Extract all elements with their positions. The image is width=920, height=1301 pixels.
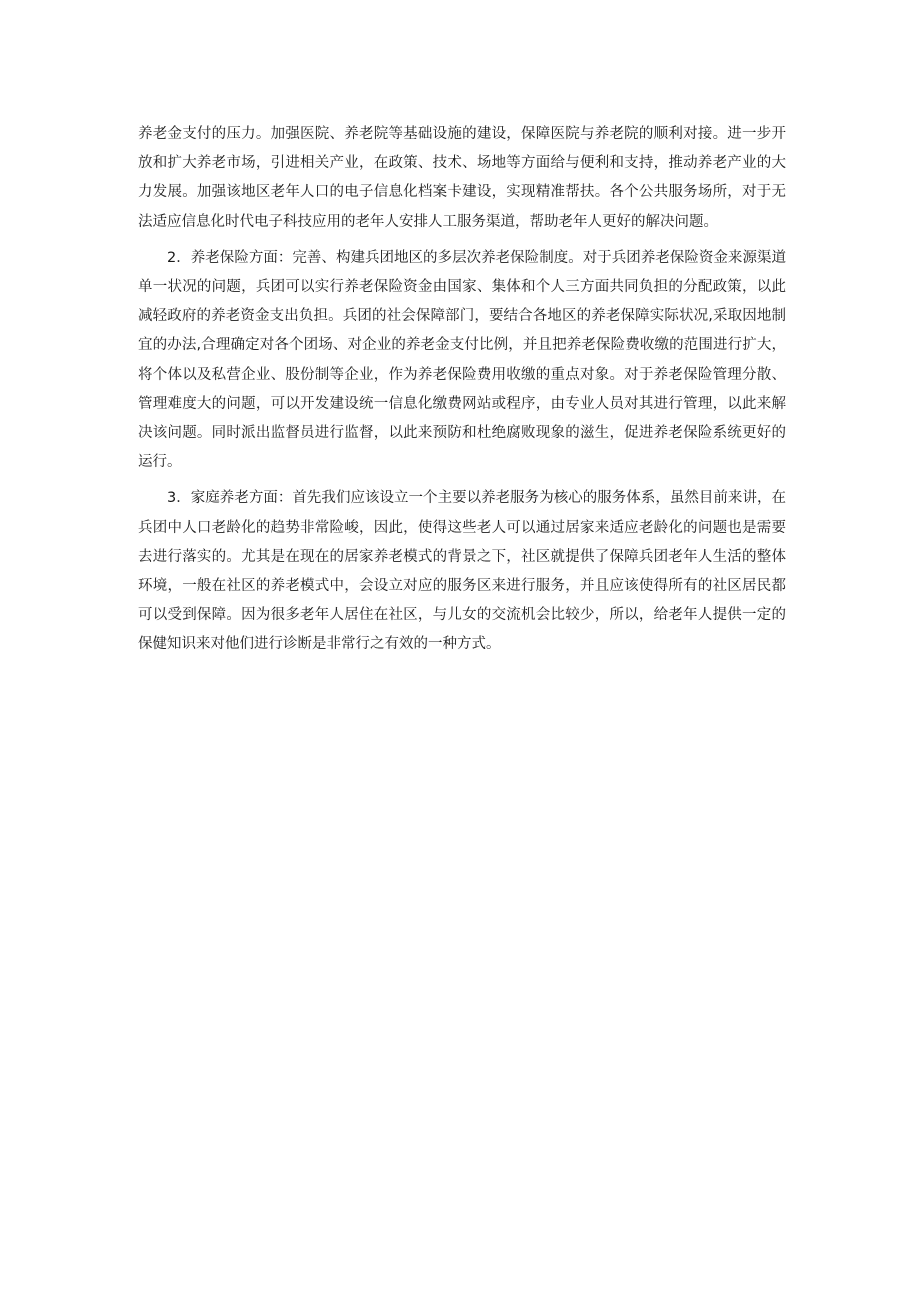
- paragraph-pension-insurance: 2．养老保险方面：完善、构建兵团地区的多层次养老保险制度。对于兵团养老保险资金来源渠道单一状况的问题，兵团可以实行养老保险资金由国家、集体和个人三方面共同负担的分配政策，以此减轻政府的养老资金支出负担。兵团的社会保障部门，要结合各地区的养老保障实际状况,采取因地制宜的办法,合理确定对各个团场、对企业的养老金支付比例，并且把养老保险费收缴的范围进行扩大，将个体以及私营企业、股份制等企业，作为养老保险费用收缴的重点对象。对于养老保险管理分散、管理难度大的问题，可以开发建设统一信息化缴费网站或程序，由专业人员对其进行管理，以此来解决该问题。同时派出监督员进行监督，以此来预防和杜绝腐败现象的滋生，促进养老保险系统更好的运行。: [138, 249, 786, 471]
- paragraph-continuation: 养老金支付的压力。加强医院、养老院等基础设施的建设，保障医院与养老院的顺利对接。进一步开放和扩大养老市场，引进相关产业，在政策、技术、场地等方面给与便利和支持，推动养老产业的大力发展。加强该地区老年人口的电子信息化档案卡建设，实现精准帮扶。各个公共服务场所，对于无法适应信息化时代电子科技应用的老年人安排人工服务渠道，帮助老年人更好的解决问题。: [138, 126, 786, 230]
- document-body: [138, 120, 786, 667]
- paragraph-home-care: 3．家庭养老方面：首先我们应该设立一个主要以养老服务为核心的服务体系，虽然目前来讲，在兵团中人口老龄化的趋势非常险峻，因此，使得这些老人可以通过居家来适应老龄化的问题也是需要去进行落实的。尤其是在现在的居家养老模式的背景之下，社区就提供了保障兵团老年人生活的整体环境，一般在社区的养老模式中，会设立对应的服务区来进行服务，并且应该使得所有的社区居民都可以受到保障。因为很多老年人居住在社区，与儿女的交流机会比较少，所以，给老年人提供一定的保健知识来对他们进行诊断是非常行之有效的一种方式。: [138, 490, 786, 653]
